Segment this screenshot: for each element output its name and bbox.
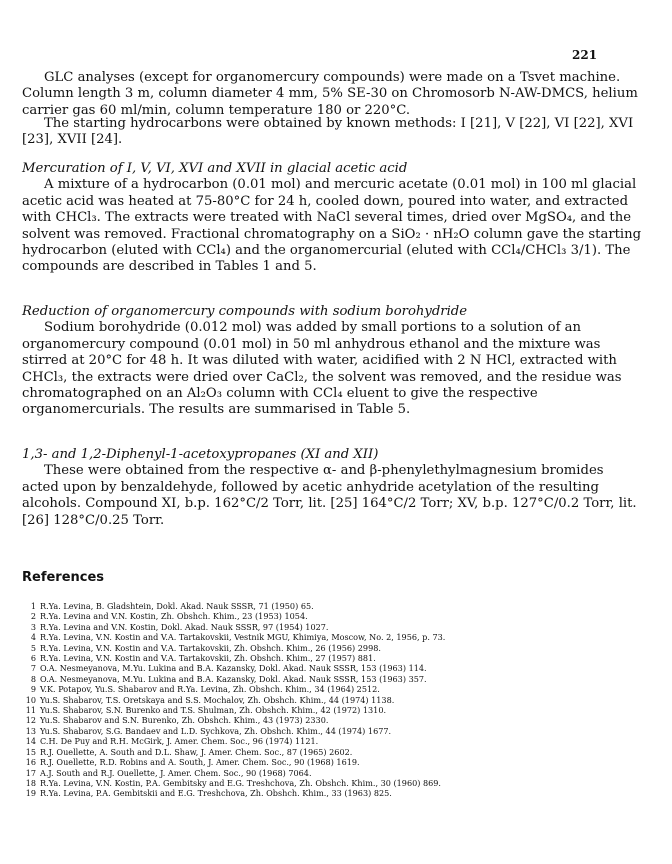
reference-number: 15 <box>25 746 36 757</box>
reference-text: R.Ya. Levina, V.N. Kostin, P.A. Gembitsky and E.G. Treshchova, Zh. Obshch. Khim., 30 (1960) 869. <box>40 777 442 788</box>
reference-number: 19 <box>25 788 36 799</box>
reference-text: C.H. De Puy and R.H. McGirk, J. Amer. Chem. Soc., 96 (1974) 1121. <box>40 736 319 747</box>
reference-text: Yu.S. Shabarov, S.N. Burenko and T.S. Shulman, Zh. Obshch. Khim., 42 (1972) 1310. <box>40 705 387 716</box>
reference-number: 5 <box>30 642 36 653</box>
reference-number: 17 <box>25 767 36 778</box>
reference-text: A.J. South and R.J. Ouellette, J. Amer. Chem. Soc., 90 (1968) 7064. <box>40 767 312 778</box>
section-heading: Reduction of organomercury compounds with sodium borohydride <box>22 304 468 319</box>
reference-text: R.Ya. Levina, V.N. Kostin and V.A. Tartakovskii, Zh. Obshch. Khim., 26 (1956) 2998. <box>40 642 381 653</box>
reference-item <box>22 788 652 798</box>
reference-number: 8 <box>30 673 36 684</box>
reference-item <box>22 601 652 611</box>
reference-item <box>22 684 652 694</box>
reference-item <box>22 757 652 767</box>
section-body: These were obtained from the respective α- and β-phenylethylmagnesium bromides acted upon by benzaldehyde, followed by acetic anhydride acetylation of the resulting alcohols. Compound XI, b.p. 162°C/2 Torr, lit. [25] 164°C/2 Torr; XV, b.p. 127°C/0.2 Torr, lit. [26] 128°C/0.25 Torr. <box>22 463 637 528</box>
reference-item <box>22 705 652 715</box>
reference-text: R.Ya. Levina and V.N. Kostin, Dokl. Akad. Nauk SSSR, 97 (1954) 1027. <box>40 621 329 632</box>
reference-text: O.A. Nesmeyanova, M.Yu. Lukina and B.A. Kazansky, Dokl. Akad. Nauk SSSR, 153 (1963) 357. <box>40 673 427 684</box>
paragraph-text: GLC analyses (except for organomercury compounds) were made on a Tsvet machine. Column length 3 m, column diameter 4 mm, 5% SE-30 on Chromosorb N-AW-DMCS, helium carrier gas 60 ml/min, column temperature 180 or 220°C. <box>22 70 638 118</box>
reference-number: 1 <box>30 601 36 611</box>
section-body: A mixture of a hydrocarbon (0.01 mol) and mercuric acetate (0.01 mol) in 100 ml glacial acetic acid was heated at 75-80°C for 24 h, cooled down, poured into water, and extracted with CHCl₃. The extracts were treated with NaCl several times, dried over MgSO₄, and the solvent was removed. Fractional chromatography on a SiO₂ · nH₂O column gave the starting hydrocarbon (eluted with CCl₄) and the organomercurial (eluted with CCl₄/CHCl₃ 3/1). The compounds are described in Tables 1 and 5. <box>22 177 642 275</box>
section-heading: 1,3- and 1,2-Diphenyl-1-acetoxypropanes (XI and XII) <box>22 447 379 462</box>
reference-text: R.Ya. Levina, B. Gladshtein, Dokl. Akad. Nauk SSSR, 71 (1950) 65. <box>40 601 314 611</box>
section-body: Sodium borohydride (0.012 mol) was added by small portions to a solution of an organomercury compound (0.01 mol) in 50 ml anhydrous ethanol and the mixture was stirred at 20°C for 48 h. It was diluted with water, acidified with 2 N HCl, extracted with CHCl₃, the extracts were dried over CaCl₂, the solvent was removed, and the residue was chromatographed on an Al₂O₃ column with CCl₄ eluent to give the respective organomercurials. The results are summarised in Table 5. <box>22 320 622 418</box>
reference-text: V.K. Potapov, Yu.S. Shabarov and R.Ya. Levina, Zh. Obshch. Khim., 34 (1964) 2512. <box>40 684 380 695</box>
intro-paragraph-2 <box>22 116 642 149</box>
reference-item <box>22 653 652 663</box>
reference-item <box>22 674 652 684</box>
reference-item <box>22 622 652 632</box>
reference-number: 7 <box>30 663 36 674</box>
reference-item <box>22 778 652 788</box>
reference-text: R.Ya. Levina, V.N. Kostin and V.A. Tartakovskii, Zh. Obshch. Khim., 27 (1957) 881. <box>40 653 376 664</box>
page-number: 221 <box>572 48 598 62</box>
reference-number: 13 <box>25 725 36 736</box>
reference-number: 3 <box>30 621 36 632</box>
reference-number: 16 <box>25 757 36 768</box>
reference-number: 10 <box>25 694 36 705</box>
reference-text: R.J. Ouellette, R.D. Robins and A. South, J. Amer. Chem. Soc., 90 (1968) 1619. <box>40 757 360 768</box>
reference-text: R.Ya. Levina, V.N. Kostin and V.A. Tartakovskii, Vestnik MGU, Khimiya, Moscow, No. 2, 1956, p. 73. <box>40 632 446 643</box>
reference-text: R.J. Ouellette, A. South and D.L. Shaw, J. Amer. Chem. Soc., 87 (1965) 2602. <box>40 746 353 757</box>
reference-item <box>22 611 652 621</box>
reference-number: 18 <box>25 777 36 788</box>
section-mercuration <box>22 161 642 276</box>
reference-item <box>22 726 652 736</box>
reference-number: 12 <box>25 715 36 726</box>
reference-item <box>22 747 652 757</box>
reference-text: O.A. Nesmeyanova, M.Yu. Lukina and B.A. Kazansky, Dokl. Akad. Nauk SSSR, 153 (1963) 114. <box>40 663 427 674</box>
reference-text: Yu.S. Shabarov and S.N. Burenko, Zh. Obshch. Khim., 43 (1973) 2330. <box>40 715 329 726</box>
reference-text: R.Ya. Levina and V.N. Kostin, Zh. Obshch. Khim., 23 (1953) 1054. <box>40 611 308 622</box>
reference-number: 11 <box>25 705 36 716</box>
reference-text: R.Ya. Levina, P.A. Gembitskii and E.G. Treshchova, Zh. Obshch. Khim., 33 (1963) 825. <box>40 788 392 799</box>
reference-item <box>22 663 652 673</box>
reference-number: 6 <box>30 653 36 664</box>
reference-item <box>22 736 652 746</box>
reference-number: 14 <box>25 736 36 747</box>
reference-item <box>22 715 652 725</box>
reference-number: 4 <box>30 632 36 643</box>
intro-paragraph-1 <box>22 70 642 119</box>
section-diphenyl-acetoxypropanes <box>22 447 642 529</box>
reference-text: Yu.S. Shabarov, T.S. Oretskaya and S.S. Mochalov, Zh. Obshch. Khim., 44 (1974) 1138. <box>40 694 395 705</box>
reference-number: 2 <box>30 611 36 622</box>
reference-item <box>22 768 652 778</box>
reference-item <box>22 643 652 653</box>
reference-item <box>22 632 652 642</box>
reference-item <box>22 695 652 705</box>
references-title: References <box>22 570 105 585</box>
reference-text: Yu.S. Shabarov, S.G. Bandaev and L.D. Sychkova, Zh. Obshch. Khim., 44 (1974) 1677. <box>40 725 392 736</box>
paragraph-text: The starting hydrocarbons were obtained by known methods: I [21], V [22], VI [22], XVI [23], XVII [24]. <box>22 116 634 148</box>
reference-number: 9 <box>30 684 36 695</box>
reference-list <box>22 601 652 799</box>
section-heading: Mercuration of I, V, VI, XVI and XVII in glacial acetic acid <box>22 161 408 176</box>
section-reduction <box>22 304 642 419</box>
